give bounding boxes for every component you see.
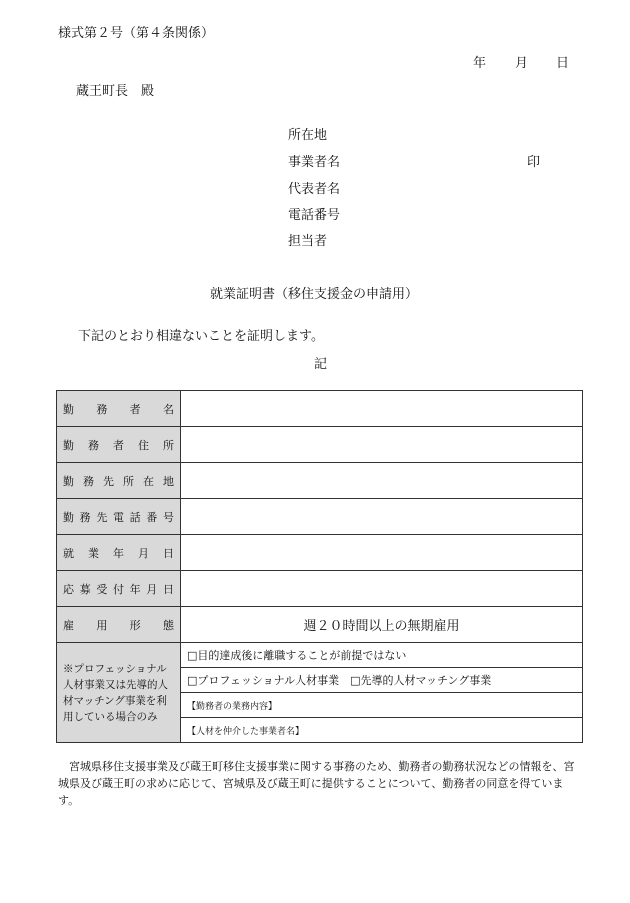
table-row (57, 535, 583, 571)
label-text: 就 業 年 月 日 (63, 546, 174, 560)
phone-label: 電話番号 (288, 208, 341, 223)
certificate-table (56, 390, 583, 743)
worker-name-field[interactable] (181, 391, 583, 427)
addressee: 蔵王町長 殿 (76, 84, 155, 99)
representative-label: 代表者名 (288, 182, 341, 197)
employment-date-field[interactable] (181, 535, 583, 571)
worker-address-field[interactable] (181, 427, 583, 463)
worker-duties-field[interactable]: 【勤務者の業務内容】 (181, 693, 583, 718)
table-row (57, 499, 583, 535)
label-text: 雇 用 形 態 (63, 618, 174, 632)
table-row (57, 607, 583, 643)
worker-name-label (57, 391, 181, 427)
table-row (57, 391, 583, 427)
matching-program-label: ※プロフェッショナル人材事業又は先導的人材マッチング事業を利用している場合のみ (57, 643, 181, 743)
table-row (57, 427, 583, 463)
table-row (57, 463, 583, 499)
application-date-label (57, 571, 181, 607)
business-name-label: 事業者名 (288, 155, 341, 170)
date-year-label: 年 (473, 56, 487, 71)
label-text: 勤 務 先 所 在 地 (63, 474, 174, 488)
consent-note: 宮城県移住支援事業及び蔵王町移住支援事業に関する事務のため、勤務者の勤務状況などの情報を、宮城県及び蔵王町の求めに応じて、宮城県及び蔵王町に提供することについて、勤務者の同意を得ています。 (58, 760, 575, 807)
date-month-label: 月 (515, 56, 529, 71)
table-row (57, 571, 583, 607)
option-program-type[interactable]: □プロフェッショナル人材事業 □先導的人材マッチング事業 (181, 668, 583, 693)
document-title: 就業証明書（移住支援金の申請用） (210, 287, 419, 302)
seal-label: 印 (527, 155, 541, 170)
ki-mark: 記 (314, 357, 328, 372)
workplace-phone-label (57, 499, 181, 535)
employment-type-label (57, 607, 181, 643)
label-text: 勤 務 者 名 (63, 402, 174, 416)
certification-statement: 下記のとおり相違ないことを証明します。 (78, 329, 324, 344)
form-number: 様式第２号（第４条関係） (58, 26, 215, 41)
workplace-address-field[interactable] (181, 463, 583, 499)
label-text: 応 募 受 付 年 月 日 (63, 582, 174, 596)
worker-address-label (57, 427, 181, 463)
contact-label: 担当者 (288, 234, 328, 249)
employment-date-label (57, 535, 181, 571)
option-not-predetermined-leave[interactable]: □目的達成後に離職することが前提ではない (181, 643, 583, 668)
employment-type-value: 週２０時間以上の無期雇用 (181, 607, 583, 643)
date-day-label: 日 (556, 56, 570, 71)
workplace-phone-field[interactable] (181, 499, 583, 535)
label-text: 勤 務 先 電 話 番 号 (63, 510, 174, 524)
application-date-field[interactable] (181, 571, 583, 607)
agency-name-field[interactable]: 【人材を仲介した事業者名】 (181, 718, 583, 743)
table-row (57, 643, 583, 668)
workplace-address-label (57, 463, 181, 499)
label-text: 勤 務 者 住 所 (63, 438, 174, 452)
address-label: 所在地 (288, 128, 328, 143)
